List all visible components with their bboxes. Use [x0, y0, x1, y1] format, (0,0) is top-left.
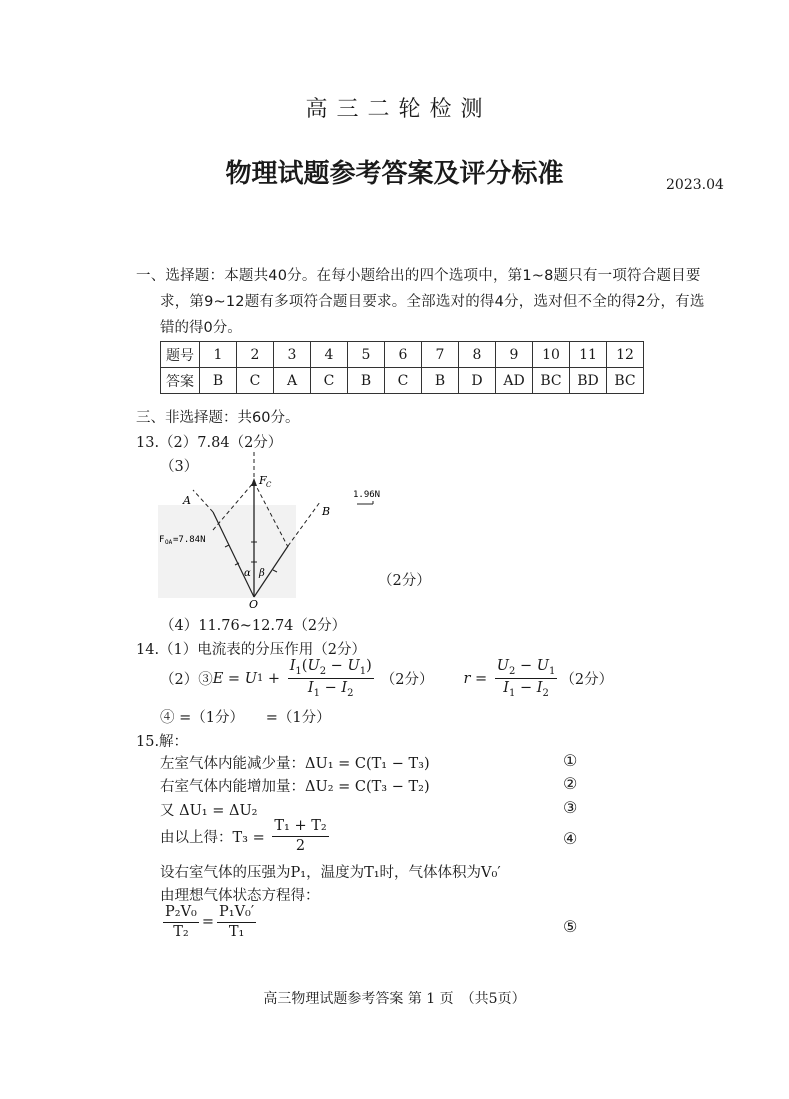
e-fraction: [288, 658, 374, 700]
exam-subtitle: 高 三 二 轮 检 测: [305, 97, 484, 122]
q-number: 1: [200, 342, 237, 368]
row-label-answer: 答案: [161, 368, 200, 394]
answer-cell: C: [385, 368, 422, 394]
q13-part3: （3）: [160, 459, 199, 475]
row-label-number: 题号: [161, 342, 200, 368]
right-numerator: P₁V₀′: [217, 904, 256, 923]
table-row-answers: [161, 368, 644, 394]
label-o: O: [249, 598, 259, 611]
q14-part1: 14.（1）电流表的分压作用（2分）: [136, 642, 367, 658]
answer-cell: BC: [533, 368, 570, 394]
r-fraction: [495, 658, 558, 700]
q15-line2: 右室气体内能增加量：ΔU₂ = C(T₃ − T₂): [160, 779, 430, 795]
section1-line3: 错的得0分。: [160, 320, 242, 336]
symbol-r: r: [463, 670, 471, 687]
t3-fraction: [272, 818, 328, 854]
left-fraction: [163, 904, 199, 940]
q14-part2-formula: [160, 658, 613, 700]
label-fa-value: =7.84N: [173, 535, 206, 545]
q-number: 5: [348, 342, 385, 368]
q-number: 11: [570, 342, 607, 368]
answer-table: [160, 341, 644, 394]
section1-line1: 一、选择题：本题共40分。在每小题给出的四个选项中，第1~8题只有一项符合题目要: [136, 268, 701, 284]
equation-mark-3: ③: [563, 798, 578, 817]
symbol-u: U: [244, 670, 257, 687]
answer-cell: B: [200, 368, 237, 394]
q15-line1: 左室气体内能减少量：ΔU₁ = C(T₁ − T₃): [160, 756, 430, 772]
answer-cell: B: [422, 368, 459, 394]
equation-mark-4: ④: [563, 829, 578, 848]
e-fraction-denominator: $I_1 - I_2$: [307, 680, 354, 700]
answer-cell: A: [274, 368, 311, 394]
q15-line3: 又 ΔU₁ = ΔU₂: [160, 803, 258, 819]
q13-part2: 13.（2）7.84（2分）: [136, 435, 283, 451]
q-number: 3: [274, 342, 311, 368]
equation-mark-2: ②: [563, 774, 578, 793]
diagram-background: [158, 505, 296, 598]
label-scale: 1.96N: [353, 490, 381, 500]
equation-mark-5: ⑤: [563, 917, 578, 936]
score-b: （2分）: [560, 672, 614, 689]
answer-cell: B: [348, 368, 385, 394]
equals-sign: =: [201, 914, 215, 931]
answer-cell: C: [237, 368, 274, 394]
date-label: 2023.04: [666, 177, 724, 193]
equation-mark-1: ①: [563, 751, 578, 770]
section3-heading: 三、非选择题：共60分。: [136, 410, 300, 426]
t3-denominator: 2: [295, 837, 306, 854]
q-number: 9: [496, 342, 533, 368]
q13-score3: （2分）: [378, 573, 431, 589]
label-beta: β: [259, 568, 265, 579]
q-number: 7: [422, 342, 459, 368]
subscript: 1: [256, 673, 264, 685]
label-fa: F: [159, 535, 165, 545]
left-denominator: T₂: [173, 923, 189, 940]
equals-sign: =: [223, 670, 245, 687]
answer-cell: AD: [496, 368, 533, 394]
table-row-numbers: [161, 342, 644, 368]
label-fc-sub: C: [266, 481, 272, 489]
answer-cell: BC: [607, 368, 644, 394]
r-fraction-numerator: $U_2 - U_1$: [495, 658, 558, 679]
q-number: 2: [237, 342, 274, 368]
q15-line4: [160, 818, 332, 854]
label-a: A: [183, 494, 191, 507]
equals-sign: =: [470, 670, 492, 687]
label-fc: F: [259, 474, 267, 487]
label-b: B: [322, 505, 331, 518]
q15-line6: 由理想气体状态方程得：: [160, 888, 320, 904]
left-numerator: P₂V₀: [163, 904, 199, 923]
q13-part4: （4）11.76~12.74（2分）: [160, 618, 347, 634]
q-number: 4: [311, 342, 348, 368]
q14-part4: ④ =（1分） =（1分）: [160, 710, 331, 726]
symbol-e: E: [212, 670, 224, 687]
page-footer: 高三物理试题参考答案 第 1 页 （共5页）: [263, 991, 526, 1007]
t3-numerator: T₁ + T₂: [272, 818, 328, 837]
page-title: 物理试题参考答案及评分标准: [225, 159, 564, 189]
r-fraction-denominator: $I_1 - I_2$: [503, 680, 549, 700]
score-a: （2分）: [380, 672, 434, 689]
q15-line7: [160, 904, 259, 940]
e-fraction-numerator: $I_1(U_2 - U_1)$: [288, 658, 374, 679]
q15-head: 15.解：: [136, 734, 189, 750]
answer-cell: D: [459, 368, 496, 394]
plus-sign: +: [263, 670, 285, 687]
q15-line5: 设右室气体的压强为P₁，温度为T₁时，气体体积为V₀′: [160, 865, 501, 881]
label-alpha: α: [244, 568, 251, 579]
q-number: 10: [533, 342, 570, 368]
q-number: 8: [459, 342, 496, 368]
section1-line2: 求，第9~12题有多项符合题目要求。全部选对的得4分，选对但不全的得2分，有选: [160, 294, 705, 310]
q15-line4-prefix: 由以上得：T₃ =: [160, 829, 270, 846]
answer-cell: BD: [570, 368, 607, 394]
q-number: 6: [385, 342, 422, 368]
label-fa-sub: OA: [165, 539, 173, 546]
answer-cell: C: [311, 368, 348, 394]
right-fraction: [217, 904, 256, 940]
right-denominator: T₁: [228, 923, 245, 940]
q-number: 12: [607, 342, 644, 368]
q14-part2-prefix: （2）③: [160, 672, 213, 689]
